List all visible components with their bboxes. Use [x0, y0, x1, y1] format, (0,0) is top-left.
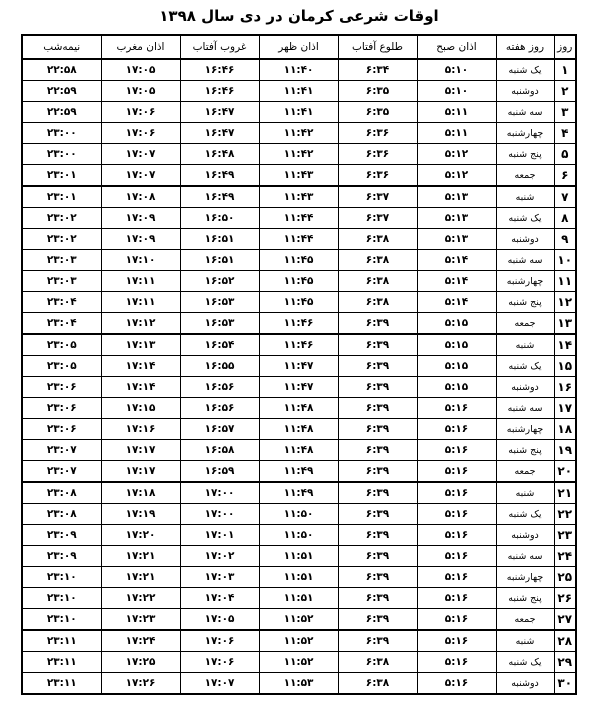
cell-sunrise: ۶:۳۹	[338, 461, 417, 483]
cell-day: ۶	[554, 165, 576, 187]
cell-maghrib: ۱۷:۲۵	[101, 652, 180, 673]
cell-weekday: دوشنبه	[496, 229, 554, 250]
cell-day: ۳۰	[554, 673, 576, 695]
cell-fajr: ۵:۱۱	[417, 123, 496, 144]
cell-dhuhr: ۱۱:۴۰	[259, 59, 338, 81]
cell-midnight: ۲۳:۰۶	[22, 398, 101, 419]
cell-fajr: ۵:۱۰	[417, 81, 496, 102]
cell-dhuhr: ۱۱:۴۸	[259, 419, 338, 440]
table-row	[22, 59, 576, 81]
cell-dhuhr: ۱۱:۴۳	[259, 165, 338, 187]
cell-midnight: ۲۳:۰۰	[22, 144, 101, 165]
cell-dhuhr: ۱۱:۵۳	[259, 673, 338, 695]
cell-sunrise: ۶:۳۹	[338, 630, 417, 652]
cell-fajr: ۵:۱۶	[417, 525, 496, 546]
cell-sunrise: ۶:۳۴	[338, 59, 417, 81]
cell-midnight: ۲۲:۵۸	[22, 59, 101, 81]
cell-maghrib: ۱۷:۰۹	[101, 208, 180, 229]
cell-dhuhr: ۱۱:۴۴	[259, 229, 338, 250]
cell-dhuhr: ۱۱:۵۱	[259, 546, 338, 567]
cell-fajr: ۵:۱۴	[417, 250, 496, 271]
cell-fajr: ۵:۱۶	[417, 398, 496, 419]
cell-maghrib: ۱۷:۲۲	[101, 588, 180, 609]
cell-sunset: ۱۶:۴۶	[180, 81, 259, 102]
cell-fajr: ۵:۱۶	[417, 546, 496, 567]
cell-day: ۲۶	[554, 588, 576, 609]
cell-sunset: ۱۷:۰۳	[180, 567, 259, 588]
cell-midnight: ۲۲:۵۹	[22, 102, 101, 123]
cell-sunset: ۱۶:۵۳	[180, 292, 259, 313]
cell-dhuhr: ۱۱:۴۸	[259, 398, 338, 419]
cell-maghrib: ۱۷:۱۲	[101, 313, 180, 335]
table-row	[22, 440, 576, 461]
cell-dhuhr: ۱۱:۴۶	[259, 334, 338, 356]
cell-dhuhr: ۱۱:۴۲	[259, 123, 338, 144]
cell-maghrib: ۱۷:۰۶	[101, 102, 180, 123]
cell-day: ۲۹	[554, 652, 576, 673]
cell-midnight: ۲۳:۱۱	[22, 652, 101, 673]
cell-maghrib: ۱۷:۰۹	[101, 229, 180, 250]
cell-dhuhr: ۱۱:۴۱	[259, 102, 338, 123]
table-row	[22, 81, 576, 102]
cell-midnight: ۲۳:۰۶	[22, 377, 101, 398]
table-row	[22, 673, 576, 695]
cell-day: ۵	[554, 144, 576, 165]
table-row	[22, 102, 576, 123]
cell-sunrise: ۶:۳۹	[338, 334, 417, 356]
cell-day: ۱۹	[554, 440, 576, 461]
cell-midnight: ۲۳:۱۱	[22, 630, 101, 652]
cell-midnight: ۲۳:۰۴	[22, 313, 101, 335]
cell-dhuhr: ۱۱:۴۱	[259, 81, 338, 102]
cell-sunset: ۱۷:۰۷	[180, 673, 259, 695]
cell-sunrise: ۶:۳۹	[338, 377, 417, 398]
cell-fajr: ۵:۱۶	[417, 482, 496, 504]
cell-midnight: ۲۲:۵۹	[22, 81, 101, 102]
table-row	[22, 630, 576, 652]
cell-sunrise: ۶:۳۹	[338, 482, 417, 504]
cell-weekday: سه شنبه	[496, 546, 554, 567]
cell-fajr: ۵:۱۵	[417, 356, 496, 377]
cell-fajr: ۵:۱۱	[417, 102, 496, 123]
cell-sunset: ۱۷:۰۶	[180, 630, 259, 652]
cell-day: ۱۰	[554, 250, 576, 271]
cell-sunset: ۱۷:۰۰	[180, 482, 259, 504]
cell-sunrise: ۶:۳۸	[338, 229, 417, 250]
cell-fajr: ۵:۱۴	[417, 271, 496, 292]
cell-sunrise: ۶:۳۸	[338, 250, 417, 271]
cell-midnight: ۲۳:۱۰	[22, 567, 101, 588]
cell-fajr: ۵:۱۶	[417, 673, 496, 695]
cell-fajr: ۵:۱۴	[417, 292, 496, 313]
cell-weekday: یک شنبه	[496, 59, 554, 81]
cell-sunrise: ۶:۳۷	[338, 186, 417, 208]
table-row	[22, 609, 576, 631]
cell-maghrib: ۱۷:۱۴	[101, 356, 180, 377]
cell-day: ۱	[554, 59, 576, 81]
cell-sunset: ۱۷:۰۵	[180, 609, 259, 631]
cell-sunrise: ۶:۳۶	[338, 144, 417, 165]
cell-day: ۲۷	[554, 609, 576, 631]
col-header-fajr: اذان صبح	[417, 35, 496, 59]
cell-midnight: ۲۳:۰۸	[22, 482, 101, 504]
cell-midnight: ۲۳:۰۱	[22, 186, 101, 208]
cell-midnight: ۲۳:۰۵	[22, 356, 101, 377]
table-row	[22, 377, 576, 398]
table-row	[22, 186, 576, 208]
cell-maghrib: ۱۷:۱۱	[101, 271, 180, 292]
cell-maghrib: ۱۷:۱۷	[101, 461, 180, 483]
cell-sunrise: ۶:۳۵	[338, 81, 417, 102]
col-header-midnight: نیمه‌شب	[22, 35, 101, 59]
cell-midnight: ۲۳:۰۰	[22, 123, 101, 144]
cell-sunset: ۱۶:۴۷	[180, 102, 259, 123]
cell-sunset: ۱۶:۵۴	[180, 334, 259, 356]
col-header-sunset: غروب آفتاب	[180, 35, 259, 59]
cell-maghrib: ۱۷:۰۸	[101, 186, 180, 208]
cell-dhuhr: ۱۱:۴۷	[259, 377, 338, 398]
cell-sunset: ۱۶:۴۹	[180, 186, 259, 208]
cell-midnight: ۲۳:۰۱	[22, 165, 101, 187]
cell-day: ۱۲	[554, 292, 576, 313]
cell-maghrib: ۱۷:۰۷	[101, 165, 180, 187]
cell-sunset: ۱۶:۵۱	[180, 250, 259, 271]
cell-maghrib: ۱۷:۱۰	[101, 250, 180, 271]
cell-weekday: جمعه	[496, 609, 554, 631]
cell-midnight: ۲۳:۰۹	[22, 525, 101, 546]
cell-midnight: ۲۳:۰۳	[22, 271, 101, 292]
col-header-maghrib: اذان مغرب	[101, 35, 180, 59]
cell-weekday: پنج شنبه	[496, 144, 554, 165]
cell-fajr: ۵:۱۶	[417, 419, 496, 440]
cell-dhuhr: ۱۱:۴۲	[259, 144, 338, 165]
cell-weekday: شنبه	[496, 186, 554, 208]
cell-maghrib: ۱۷:۲۶	[101, 673, 180, 695]
cell-fajr: ۵:۱۶	[417, 588, 496, 609]
cell-weekday: یک شنبه	[496, 652, 554, 673]
cell-maghrib: ۱۷:۲۴	[101, 630, 180, 652]
cell-maghrib: ۱۷:۰۵	[101, 81, 180, 102]
cell-day: ۲۵	[554, 567, 576, 588]
cell-weekday: چهارشنبه	[496, 419, 554, 440]
cell-fajr: ۵:۱۲	[417, 144, 496, 165]
cell-midnight: ۲۳:۰۷	[22, 461, 101, 483]
cell-dhuhr: ۱۱:۴۳	[259, 186, 338, 208]
cell-day: ۲۳	[554, 525, 576, 546]
cell-dhuhr: ۱۱:۴۵	[259, 292, 338, 313]
cell-sunset: ۱۶:۵۵	[180, 356, 259, 377]
cell-sunset: ۱۷:۰۰	[180, 504, 259, 525]
cell-sunset: ۱۶:۴۸	[180, 144, 259, 165]
col-header-day: روز	[554, 35, 576, 59]
cell-day: ۲۸	[554, 630, 576, 652]
cell-dhuhr: ۱۱:۴۹	[259, 461, 338, 483]
cell-day: ۱۳	[554, 313, 576, 335]
cell-maghrib: ۱۷:۲۱	[101, 546, 180, 567]
cell-midnight: ۲۳:۱۰	[22, 588, 101, 609]
table-row	[22, 398, 576, 419]
cell-day: ۸	[554, 208, 576, 229]
cell-weekday: دوشنبه	[496, 673, 554, 695]
cell-weekday: چهارشنبه	[496, 123, 554, 144]
table-row	[22, 208, 576, 229]
cell-maghrib: ۱۷:۱۳	[101, 334, 180, 356]
cell-weekday: شنبه	[496, 630, 554, 652]
cell-sunrise: ۶:۳۹	[338, 525, 417, 546]
table-row	[22, 292, 576, 313]
cell-sunset: ۱۷:۰۲	[180, 546, 259, 567]
cell-weekday: یک شنبه	[496, 356, 554, 377]
cell-midnight: ۲۳:۱۱	[22, 673, 101, 695]
cell-sunrise: ۶:۳۹	[338, 313, 417, 335]
table-row	[22, 482, 576, 504]
cell-maghrib: ۱۷:۰۶	[101, 123, 180, 144]
cell-dhuhr: ۱۱:۴۷	[259, 356, 338, 377]
cell-sunrise: ۶:۳۸	[338, 652, 417, 673]
prayer-times-table	[21, 34, 577, 695]
cell-fajr: ۵:۱۵	[417, 313, 496, 335]
table-row	[22, 144, 576, 165]
cell-maghrib: ۱۷:۱۶	[101, 419, 180, 440]
cell-day: ۲	[554, 81, 576, 102]
cell-weekday: پنج شنبه	[496, 588, 554, 609]
cell-day: ۱۱	[554, 271, 576, 292]
table-header-row	[22, 35, 576, 59]
cell-dhuhr: ۱۱:۵۰	[259, 525, 338, 546]
table-row	[22, 419, 576, 440]
cell-sunset: ۱۷:۰۱	[180, 525, 259, 546]
cell-fajr: ۵:۱۶	[417, 567, 496, 588]
table-row	[22, 165, 576, 187]
cell-maghrib: ۱۷:۱۷	[101, 440, 180, 461]
cell-dhuhr: ۱۱:۴۸	[259, 440, 338, 461]
cell-day: ۱۸	[554, 419, 576, 440]
cell-sunset: ۱۶:۵۷	[180, 419, 259, 440]
cell-sunset: ۱۶:۵۳	[180, 313, 259, 335]
cell-dhuhr: ۱۱:۵۰	[259, 504, 338, 525]
cell-sunrise: ۶:۳۹	[338, 588, 417, 609]
cell-sunrise: ۶:۳۹	[338, 546, 417, 567]
cell-maghrib: ۱۷:۲۱	[101, 567, 180, 588]
cell-fajr: ۵:۱۵	[417, 377, 496, 398]
cell-sunrise: ۶:۳۹	[338, 440, 417, 461]
cell-dhuhr: ۱۱:۵۱	[259, 567, 338, 588]
cell-fajr: ۵:۱۶	[417, 652, 496, 673]
cell-weekday: سه شنبه	[496, 398, 554, 419]
cell-dhuhr: ۱۱:۵۲	[259, 609, 338, 631]
cell-sunrise: ۶:۳۹	[338, 398, 417, 419]
table-row	[22, 250, 576, 271]
cell-day: ۲۴	[554, 546, 576, 567]
cell-day: ۷	[554, 186, 576, 208]
cell-dhuhr: ۱۱:۴۵	[259, 271, 338, 292]
cell-day: ۱۶	[554, 377, 576, 398]
cell-day: ۲۲	[554, 504, 576, 525]
cell-sunset: ۱۶:۴۶	[180, 59, 259, 81]
table-row	[22, 334, 576, 356]
cell-weekday: جمعه	[496, 461, 554, 483]
table-row	[22, 652, 576, 673]
table-row	[22, 271, 576, 292]
cell-fajr: ۵:۱۶	[417, 504, 496, 525]
cell-dhuhr: ۱۱:۵۲	[259, 652, 338, 673]
cell-day: ۳	[554, 102, 576, 123]
cell-maghrib: ۱۷:۱۹	[101, 504, 180, 525]
cell-sunset: ۱۶:۵۱	[180, 229, 259, 250]
cell-fajr: ۵:۱۳	[417, 186, 496, 208]
cell-midnight: ۲۳:۰۹	[22, 546, 101, 567]
cell-midnight: ۲۳:۰۸	[22, 504, 101, 525]
cell-sunset: ۱۶:۵۹	[180, 461, 259, 483]
cell-sunset: ۱۶:۵۶	[180, 398, 259, 419]
cell-maghrib: ۱۷:۱۵	[101, 398, 180, 419]
cell-sunrise: ۶:۳۸	[338, 292, 417, 313]
cell-weekday: شنبه	[496, 482, 554, 504]
cell-midnight: ۲۳:۰۲	[22, 229, 101, 250]
cell-midnight: ۲۳:۰۴	[22, 292, 101, 313]
cell-day: ۴	[554, 123, 576, 144]
cell-weekday: سه شنبه	[496, 250, 554, 271]
cell-midnight: ۲۳:۰۲	[22, 208, 101, 229]
cell-weekday: دوشنبه	[496, 525, 554, 546]
cell-day: ۹	[554, 229, 576, 250]
cell-midnight: ۲۳:۱۰	[22, 609, 101, 631]
cell-sunrise: ۶:۳۷	[338, 208, 417, 229]
cell-sunrise: ۶:۳۹	[338, 419, 417, 440]
cell-day: ۱۷	[554, 398, 576, 419]
cell-weekday: چهارشنبه	[496, 567, 554, 588]
cell-weekday: جمعه	[496, 313, 554, 335]
cell-midnight: ۲۳:۰۵	[22, 334, 101, 356]
cell-sunset: ۱۶:۵۰	[180, 208, 259, 229]
cell-fajr: ۵:۱۳	[417, 229, 496, 250]
cell-sunrise: ۶:۳۵	[338, 102, 417, 123]
page-title: اوقات شرعی کرمان در دی سال ۱۳۹۸	[159, 7, 439, 25]
cell-weekday: جمعه	[496, 165, 554, 187]
cell-fajr: ۵:۱۶	[417, 609, 496, 631]
table-row	[22, 546, 576, 567]
cell-dhuhr: ۱۱:۴۶	[259, 313, 338, 335]
cell-weekday: دوشنبه	[496, 377, 554, 398]
cell-fajr: ۵:۱۵	[417, 334, 496, 356]
cell-sunset: ۱۶:۴۹	[180, 165, 259, 187]
table-row	[22, 229, 576, 250]
cell-sunset: ۱۶:۵۸	[180, 440, 259, 461]
table-row	[22, 356, 576, 377]
cell-weekday: یک شنبه	[496, 208, 554, 229]
cell-sunrise: ۶:۳۹	[338, 504, 417, 525]
table-row	[22, 525, 576, 546]
cell-maghrib: ۱۷:۲۰	[101, 525, 180, 546]
cell-fajr: ۵:۱۶	[417, 630, 496, 652]
cell-sunset: ۱۶:۵۶	[180, 377, 259, 398]
table-row	[22, 123, 576, 144]
cell-maghrib: ۱۷:۱۸	[101, 482, 180, 504]
cell-day: ۲۰	[554, 461, 576, 483]
cell-maghrib: ۱۷:۰۷	[101, 144, 180, 165]
cell-weekday: دوشنبه	[496, 81, 554, 102]
cell-weekday: یک شنبه	[496, 504, 554, 525]
cell-midnight: ۲۳:۰۶	[22, 419, 101, 440]
cell-weekday: شنبه	[496, 334, 554, 356]
cell-sunset: ۱۶:۵۲	[180, 271, 259, 292]
cell-sunrise: ۶:۳۹	[338, 609, 417, 631]
cell-sunrise: ۶:۳۸	[338, 271, 417, 292]
cell-dhuhr: ۱۱:۵۲	[259, 630, 338, 652]
cell-sunrise: ۶:۳۶	[338, 123, 417, 144]
cell-maghrib: ۱۷:۱۱	[101, 292, 180, 313]
cell-dhuhr: ۱۱:۴۵	[259, 250, 338, 271]
cell-sunset: ۱۶:۴۷	[180, 123, 259, 144]
cell-day: ۲۱	[554, 482, 576, 504]
cell-sunrise: ۶:۳۹	[338, 356, 417, 377]
cell-maghrib: ۱۷:۲۳	[101, 609, 180, 631]
col-header-weekday: روز هفته	[496, 35, 554, 59]
cell-sunrise: ۶:۳۸	[338, 673, 417, 695]
cell-sunrise: ۶:۳۹	[338, 567, 417, 588]
table-row	[22, 504, 576, 525]
cell-fajr: ۵:۱۲	[417, 165, 496, 187]
table-row	[22, 588, 576, 609]
cell-sunset: ۱۷:۰۴	[180, 588, 259, 609]
cell-weekday: پنج شنبه	[496, 292, 554, 313]
cell-day: ۱۵	[554, 356, 576, 377]
cell-day: ۱۴	[554, 334, 576, 356]
cell-midnight: ۲۳:۰۷	[22, 440, 101, 461]
cell-dhuhr: ۱۱:۵۱	[259, 588, 338, 609]
table-row	[22, 461, 576, 483]
table-row	[22, 567, 576, 588]
cell-fajr: ۵:۱۰	[417, 59, 496, 81]
cell-fajr: ۵:۱۶	[417, 461, 496, 483]
cell-weekday: پنج شنبه	[496, 440, 554, 461]
cell-fajr: ۵:۱۳	[417, 208, 496, 229]
col-header-sunrise: طلوع آفتاب	[338, 35, 417, 59]
cell-sunset: ۱۷:۰۶	[180, 652, 259, 673]
cell-weekday: چهارشنبه	[496, 271, 554, 292]
cell-dhuhr: ۱۱:۴۹	[259, 482, 338, 504]
cell-maghrib: ۱۷:۱۴	[101, 377, 180, 398]
cell-dhuhr: ۱۱:۴۴	[259, 208, 338, 229]
table-row	[22, 313, 576, 335]
cell-weekday: سه شنبه	[496, 102, 554, 123]
cell-midnight: ۲۳:۰۳	[22, 250, 101, 271]
cell-maghrib: ۱۷:۰۵	[101, 59, 180, 81]
col-header-dhuhr: اذان ظهر	[259, 35, 338, 59]
cell-sunrise: ۶:۳۶	[338, 165, 417, 187]
cell-fajr: ۵:۱۶	[417, 440, 496, 461]
